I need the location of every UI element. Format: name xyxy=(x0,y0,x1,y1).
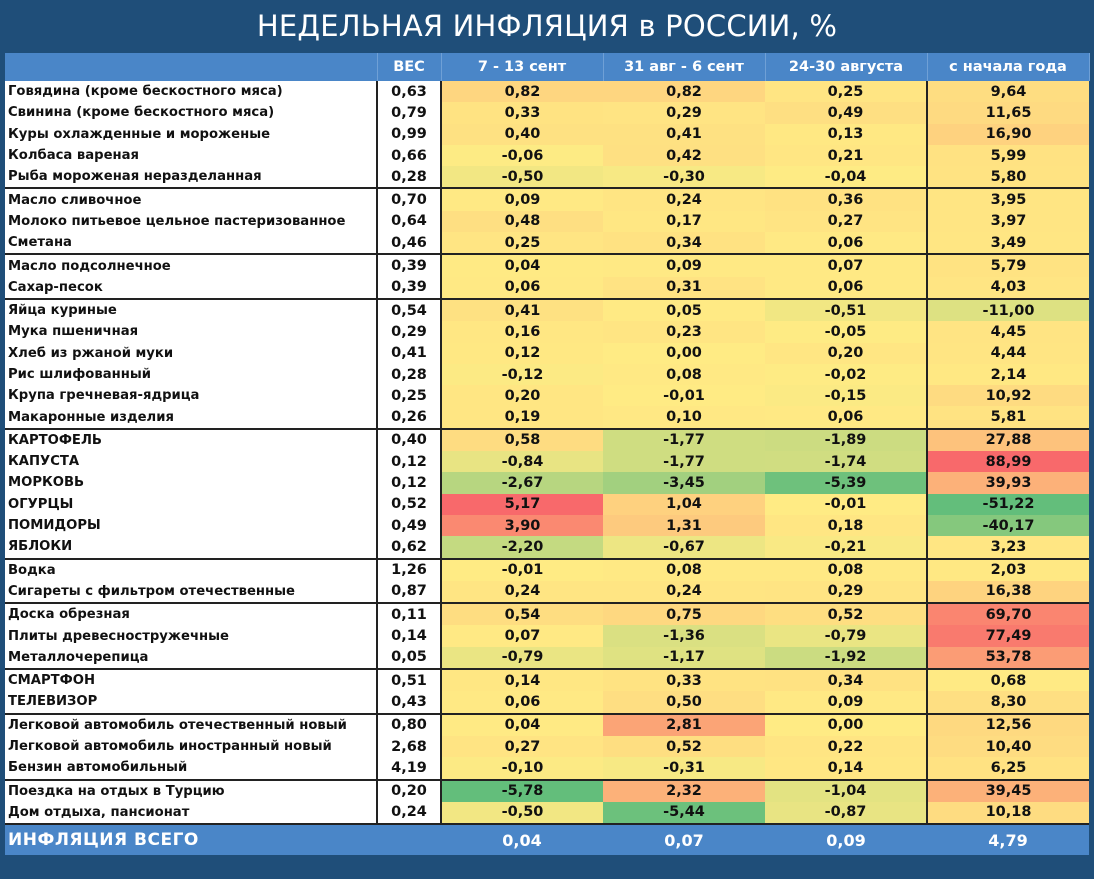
cell-week-1: 0,06 xyxy=(441,691,603,713)
cell-week-2: 0,82 xyxy=(603,81,765,102)
row-weight: 2,68 xyxy=(377,736,441,757)
row-name: Легковой автомобиль отечественный новый xyxy=(5,714,377,736)
table-row xyxy=(5,343,1089,364)
row-name: Мука пшеничная xyxy=(5,321,377,342)
cell-week-3: 0,00 xyxy=(765,714,927,736)
cell-week-3: 0,27 xyxy=(765,211,927,232)
cell-week-1: 0,20 xyxy=(441,385,603,406)
cell-ytd: 3,23 xyxy=(927,536,1089,558)
header-row xyxy=(5,53,1089,81)
cell-week-3: 0,52 xyxy=(765,603,927,625)
table-row xyxy=(5,321,1089,342)
cell-week-2: -5,44 xyxy=(603,802,765,824)
row-name: КАРТОФЕЛЬ xyxy=(5,429,377,451)
table-row xyxy=(5,124,1089,145)
cell-week-1: -0,84 xyxy=(441,451,603,472)
cell-week-2: 0,08 xyxy=(603,559,765,581)
cell-week-2: 1,31 xyxy=(603,515,765,536)
row-weight: 0,28 xyxy=(377,364,441,385)
cell-ytd: 69,70 xyxy=(927,603,1089,625)
column-header-week-1: 7 - 13 сент xyxy=(441,53,603,81)
cell-week-2: 0,52 xyxy=(603,736,765,757)
row-name: Сахар-песок xyxy=(5,277,377,299)
row-weight: 0,20 xyxy=(377,780,441,802)
cell-week-2: 2,81 xyxy=(603,714,765,736)
cell-week-2: -0,31 xyxy=(603,757,765,779)
cell-week-2: 0,50 xyxy=(603,691,765,713)
table-row xyxy=(5,494,1089,515)
cell-ytd: 6,25 xyxy=(927,757,1089,779)
row-name: Крупа гречневая-ядрица xyxy=(5,385,377,406)
row-weight: 0,41 xyxy=(377,343,441,364)
cell-ytd: 12,56 xyxy=(927,714,1089,736)
cell-ytd: -40,17 xyxy=(927,515,1089,536)
cell-week-3: -0,79 xyxy=(765,625,927,646)
row-name: Свинина (кроме бескостного мяса) xyxy=(5,102,377,123)
cell-week-1: 0,14 xyxy=(441,669,603,691)
cell-ytd: -11,00 xyxy=(927,299,1089,321)
table-row xyxy=(5,802,1089,824)
total-row xyxy=(5,824,1089,855)
row-name: Масло сливочное xyxy=(5,188,377,210)
cell-week-2: 0,23 xyxy=(603,321,765,342)
cell-ytd: 0,68 xyxy=(927,669,1089,691)
table-row xyxy=(5,691,1089,713)
row-name: Макаронные изделия xyxy=(5,406,377,428)
cell-ytd: 11,65 xyxy=(927,102,1089,123)
row-weight: 1,26 xyxy=(377,559,441,581)
row-weight: 0,12 xyxy=(377,472,441,493)
inflation-table xyxy=(5,53,1090,855)
total-cell-ytd: 4,79 xyxy=(927,824,1089,855)
cell-week-3: -5,39 xyxy=(765,472,927,493)
row-name: Легковой автомобиль иностранный новый xyxy=(5,736,377,757)
table-row xyxy=(5,625,1089,646)
row-name: ЯБЛОКИ xyxy=(5,536,377,558)
table-row xyxy=(5,515,1089,536)
cell-ytd: 4,44 xyxy=(927,343,1089,364)
row-name: Колбаса вареная xyxy=(5,145,377,166)
column-header-ytd: с начала года xyxy=(927,53,1089,81)
row-weight: 0,29 xyxy=(377,321,441,342)
row-weight: 0,39 xyxy=(377,254,441,276)
table-row xyxy=(5,451,1089,472)
table-row xyxy=(5,406,1089,428)
table-row xyxy=(5,581,1089,603)
cell-week-1: 0,58 xyxy=(441,429,603,451)
row-name: Доска обрезная xyxy=(5,603,377,625)
cell-ytd: 4,45 xyxy=(927,321,1089,342)
row-weight: 0,25 xyxy=(377,385,441,406)
cell-week-2: 0,34 xyxy=(603,232,765,254)
table-row xyxy=(5,647,1089,669)
table-body xyxy=(5,81,1089,855)
total-cell-week-3: 0,09 xyxy=(765,824,927,855)
table-row xyxy=(5,232,1089,254)
cell-week-2: 0,00 xyxy=(603,343,765,364)
row-name: Сметана xyxy=(5,232,377,254)
row-weight: 0,49 xyxy=(377,515,441,536)
row-name: СМАРТФОН xyxy=(5,669,377,691)
cell-ytd: 3,49 xyxy=(927,232,1089,254)
row-name: Плиты древесностружечные xyxy=(5,625,377,646)
table-row xyxy=(5,145,1089,166)
cell-week-2: 0,17 xyxy=(603,211,765,232)
cell-week-2: 0,29 xyxy=(603,102,765,123)
cell-week-1: 0,40 xyxy=(441,124,603,145)
row-name: Хлеб из ржаной муки xyxy=(5,343,377,364)
cell-week-3: 0,07 xyxy=(765,254,927,276)
cell-ytd: 8,30 xyxy=(927,691,1089,713)
row-weight: 0,80 xyxy=(377,714,441,736)
row-weight: 0,14 xyxy=(377,625,441,646)
cell-week-3: 0,34 xyxy=(765,669,927,691)
cell-week-2: 0,41 xyxy=(603,124,765,145)
total-label: ИНФЛЯЦИЯ ВСЕГО xyxy=(5,824,377,855)
row-weight: 0,63 xyxy=(377,81,441,102)
row-name: ОГУРЦЫ xyxy=(5,494,377,515)
cell-week-3: 0,06 xyxy=(765,277,927,299)
cell-week-1: 0,54 xyxy=(441,603,603,625)
row-name: Бензин автомобильный xyxy=(5,757,377,779)
cell-week-3: 0,18 xyxy=(765,515,927,536)
row-weight: 0,51 xyxy=(377,669,441,691)
table-row xyxy=(5,429,1089,451)
cell-week-2: 0,05 xyxy=(603,299,765,321)
cell-week-2: -3,45 xyxy=(603,472,765,493)
table-row xyxy=(5,603,1089,625)
cell-week-3: -0,04 xyxy=(765,166,927,188)
cell-ytd: 5,81 xyxy=(927,406,1089,428)
table-row xyxy=(5,736,1089,757)
cell-week-2: 0,24 xyxy=(603,188,765,210)
cell-week-3: 0,13 xyxy=(765,124,927,145)
column-header-week-3: 24-30 августа xyxy=(765,53,927,81)
cell-ytd: 10,40 xyxy=(927,736,1089,757)
cell-week-2: 0,10 xyxy=(603,406,765,428)
total-weight xyxy=(377,824,441,855)
row-name: Масло подсолнечное xyxy=(5,254,377,276)
cell-week-2: -0,01 xyxy=(603,385,765,406)
table-row xyxy=(5,536,1089,558)
table-row xyxy=(5,277,1089,299)
row-weight: 0,79 xyxy=(377,102,441,123)
cell-week-1: 0,25 xyxy=(441,232,603,254)
cell-week-1: 0,12 xyxy=(441,343,603,364)
cell-week-2: 1,04 xyxy=(603,494,765,515)
cell-week-3: -0,87 xyxy=(765,802,927,824)
row-weight: 0,40 xyxy=(377,429,441,451)
cell-week-3: -0,02 xyxy=(765,364,927,385)
cell-week-1: 0,27 xyxy=(441,736,603,757)
table-row xyxy=(5,254,1089,276)
cell-ytd: 10,18 xyxy=(927,802,1089,824)
cell-week-3: -1,74 xyxy=(765,451,927,472)
cell-week-1: 0,06 xyxy=(441,277,603,299)
cell-week-2: -1,77 xyxy=(603,451,765,472)
cell-week-3: 0,49 xyxy=(765,102,927,123)
cell-ytd: 39,93 xyxy=(927,472,1089,493)
cell-week-1: -0,01 xyxy=(441,559,603,581)
cell-week-1: 0,09 xyxy=(441,188,603,210)
cell-week-1: -0,12 xyxy=(441,364,603,385)
cell-ytd: 88,99 xyxy=(927,451,1089,472)
cell-week-1: 3,90 xyxy=(441,515,603,536)
cell-week-1: 0,04 xyxy=(441,714,603,736)
row-name: Дом отдыха, пансионат xyxy=(5,802,377,824)
table-row xyxy=(5,385,1089,406)
cell-ytd: 2,14 xyxy=(927,364,1089,385)
cell-week-2: 0,75 xyxy=(603,603,765,625)
row-weight: 0,39 xyxy=(377,277,441,299)
cell-week-3: 0,29 xyxy=(765,581,927,603)
cell-week-1: -5,78 xyxy=(441,780,603,802)
table-row xyxy=(5,166,1089,188)
row-name: Поездка на отдых в Турцию xyxy=(5,780,377,802)
row-name: Говядина (кроме бескостного мяса) xyxy=(5,81,377,102)
cell-week-1: 0,33 xyxy=(441,102,603,123)
cell-week-1: -0,50 xyxy=(441,166,603,188)
cell-week-3: 0,08 xyxy=(765,559,927,581)
cell-week-3: -0,01 xyxy=(765,494,927,515)
cell-ytd: 9,64 xyxy=(927,81,1089,102)
cell-week-2: 0,31 xyxy=(603,277,765,299)
cell-week-1: -2,20 xyxy=(441,536,603,558)
cell-week-3: 0,21 xyxy=(765,145,927,166)
cell-week-3: 0,20 xyxy=(765,343,927,364)
cell-ytd: 27,88 xyxy=(927,429,1089,451)
table-row xyxy=(5,757,1089,779)
cell-week-2: -1,36 xyxy=(603,625,765,646)
cell-week-3: -1,92 xyxy=(765,647,927,669)
cell-ytd: 16,90 xyxy=(927,124,1089,145)
row-weight: 0,24 xyxy=(377,802,441,824)
table-row xyxy=(5,211,1089,232)
page-title: НЕДЕЛЬНАЯ ИНФЛЯЦИЯ в РОССИИ, % xyxy=(256,9,838,43)
cell-week-1: -0,06 xyxy=(441,145,603,166)
table-row xyxy=(5,102,1089,123)
table-row xyxy=(5,559,1089,581)
cell-week-3: 0,06 xyxy=(765,232,927,254)
row-weight: 0,12 xyxy=(377,451,441,472)
row-name: Молоко питьевое цельное пастеризованное xyxy=(5,211,377,232)
row-name: Куры охлажденные и мороженые xyxy=(5,124,377,145)
cell-week-1: 0,48 xyxy=(441,211,603,232)
row-name: МОРКОВЬ xyxy=(5,472,377,493)
cell-week-3: -0,21 xyxy=(765,536,927,558)
cell-ytd: 16,38 xyxy=(927,581,1089,603)
table-row xyxy=(5,188,1089,210)
row-weight: 0,52 xyxy=(377,494,441,515)
cell-week-3: -0,05 xyxy=(765,321,927,342)
cell-week-3: 0,06 xyxy=(765,406,927,428)
row-name: Металлочерепица xyxy=(5,647,377,669)
table-row xyxy=(5,780,1089,802)
row-weight: 0,54 xyxy=(377,299,441,321)
cell-ytd: 10,92 xyxy=(927,385,1089,406)
row-weight: 0,28 xyxy=(377,166,441,188)
row-name: ПОМИДОРЫ xyxy=(5,515,377,536)
row-weight: 0,99 xyxy=(377,124,441,145)
cell-week-1: -2,67 xyxy=(441,472,603,493)
cell-week-2: 0,09 xyxy=(603,254,765,276)
table-row xyxy=(5,669,1089,691)
row-name: Рис шлифованный xyxy=(5,364,377,385)
cell-week-1: -0,79 xyxy=(441,647,603,669)
cell-week-3: 0,25 xyxy=(765,81,927,102)
cell-ytd: 77,49 xyxy=(927,625,1089,646)
column-header-weight: ВЕС xyxy=(377,53,441,81)
row-weight: 0,66 xyxy=(377,145,441,166)
row-weight: 0,62 xyxy=(377,536,441,558)
cell-ytd: 3,95 xyxy=(927,188,1089,210)
cell-ytd: 5,79 xyxy=(927,254,1089,276)
row-weight: 0,46 xyxy=(377,232,441,254)
row-name: Яйца куриные xyxy=(5,299,377,321)
cell-week-1: 0,82 xyxy=(441,81,603,102)
cell-week-1: 0,19 xyxy=(441,406,603,428)
cell-week-1: -0,50 xyxy=(441,802,603,824)
total-cell-week-1: 0,04 xyxy=(441,824,603,855)
cell-week-2: -0,67 xyxy=(603,536,765,558)
cell-week-3: 0,14 xyxy=(765,757,927,779)
cell-week-3: -0,15 xyxy=(765,385,927,406)
cell-week-2: 0,08 xyxy=(603,364,765,385)
row-weight: 0,11 xyxy=(377,603,441,625)
cell-week-1: -0,10 xyxy=(441,757,603,779)
column-header-name xyxy=(5,53,377,81)
cell-ytd: 5,80 xyxy=(927,166,1089,188)
cell-week-3: -1,89 xyxy=(765,429,927,451)
row-weight: 4,19 xyxy=(377,757,441,779)
cell-week-1: 0,04 xyxy=(441,254,603,276)
cell-week-1: 0,24 xyxy=(441,581,603,603)
row-name: Рыба мороженая неразделанная xyxy=(5,166,377,188)
cell-week-2: 2,32 xyxy=(603,780,765,802)
row-weight: 0,26 xyxy=(377,406,441,428)
table-row xyxy=(5,81,1089,102)
cell-week-2: -1,17 xyxy=(603,647,765,669)
cell-ytd: 5,99 xyxy=(927,145,1089,166)
row-weight: 0,87 xyxy=(377,581,441,603)
cell-week-2: 0,42 xyxy=(603,145,765,166)
cell-week-3: 0,36 xyxy=(765,188,927,210)
table-row xyxy=(5,714,1089,736)
row-weight: 0,05 xyxy=(377,647,441,669)
cell-ytd: 2,03 xyxy=(927,559,1089,581)
row-weight: 0,64 xyxy=(377,211,441,232)
cell-ytd: 39,45 xyxy=(927,780,1089,802)
cell-week-3: 0,22 xyxy=(765,736,927,757)
row-name: Водка xyxy=(5,559,377,581)
cell-ytd: -51,22 xyxy=(927,494,1089,515)
table-row xyxy=(5,472,1089,493)
cell-week-3: -1,04 xyxy=(765,780,927,802)
row-name: ТЕЛЕВИЗОР xyxy=(5,691,377,713)
cell-week-2: 0,24 xyxy=(603,581,765,603)
row-weight: 0,43 xyxy=(377,691,441,713)
cell-week-2: 0,33 xyxy=(603,669,765,691)
table-row xyxy=(5,299,1089,321)
cell-ytd: 4,03 xyxy=(927,277,1089,299)
cell-ytd: 3,97 xyxy=(927,211,1089,232)
cell-week-3: 0,09 xyxy=(765,691,927,713)
cell-week-2: -0,30 xyxy=(603,166,765,188)
row-name: Сигареты с фильтром отечественные xyxy=(5,581,377,603)
cell-week-1: 0,16 xyxy=(441,321,603,342)
total-cell-week-2: 0,07 xyxy=(603,824,765,855)
cell-ytd: 53,78 xyxy=(927,647,1089,669)
cell-week-2: -1,77 xyxy=(603,429,765,451)
cell-week-1: 0,41 xyxy=(441,299,603,321)
row-name: КАПУСТА xyxy=(5,451,377,472)
row-weight: 0,70 xyxy=(377,188,441,210)
cell-week-3: -0,51 xyxy=(765,299,927,321)
column-header-week-2: 31 авг - 6 сент xyxy=(603,53,765,81)
cell-week-1: 0,07 xyxy=(441,625,603,646)
cell-week-1: 5,17 xyxy=(441,494,603,515)
table-row xyxy=(5,364,1089,385)
